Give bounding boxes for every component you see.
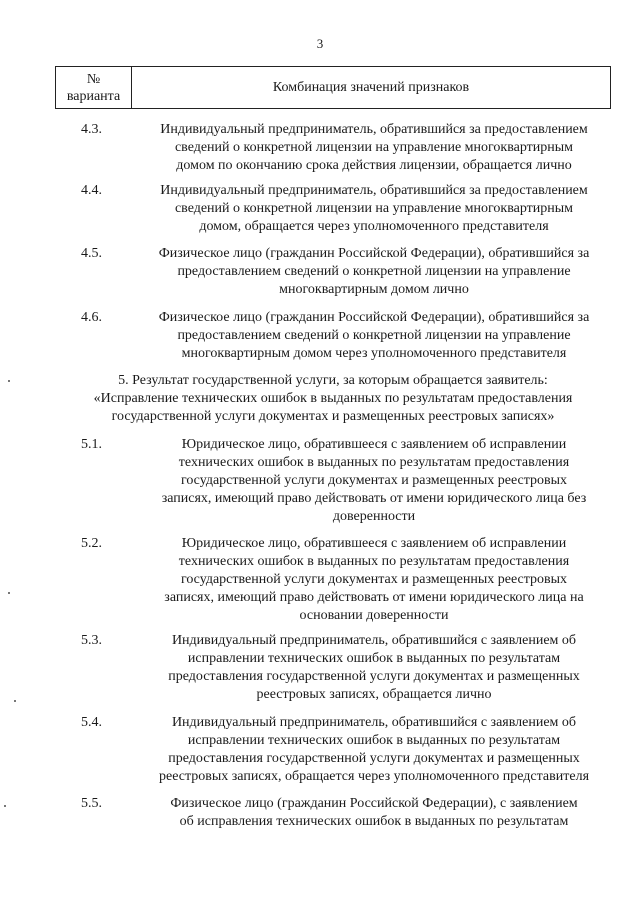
row-text: Индивидуальный предприниматель, обратившийся за предоставлением сведений о конкретной лицензии на управление многоквартирным домом по окончанию срока действия лицензии, обращается лично (160, 122, 588, 173)
scan-speck (8, 592, 10, 594)
row-text: Юридическое лицо, обратившееся с заявлением об исправлении технических ошибок в выданных по результатам предоставления государственной услуги документах и размещенных реестровых записях, имеющий право действовать от имени юридического лица без доверенности (161, 437, 587, 524)
row-text: Физическое лицо (гражданин Российской Федерации), обратившийся за предоставлением сведений о конкретной лицензии на управление многоквартирным домом через уполномоченного представителя (158, 310, 590, 361)
scan-speck (8, 380, 10, 382)
row-number: 5.4. (81, 715, 102, 730)
table-header (55, 66, 611, 109)
row-number: 5.2. (81, 536, 102, 551)
row-text: Индивидуальный предприниматель, обратившийся с заявлением об исправлении технических ошибок в выданных по результатам предоставления государственной услуги документах и размещенных реестровых записях, обращается через уполномоченного представителя (158, 715, 590, 784)
row-number: 4.6. (81, 310, 102, 325)
row-number: 4.3. (81, 122, 102, 137)
row-number: 5.1. (81, 437, 102, 452)
column-header-number-label: варианта (66, 88, 121, 104)
scan-speck (4, 805, 6, 807)
row-text: Индивидуальный предприниматель, обратившийся с заявлением об исправлении технических ошибок в выданных по результатам предоставления государственной услуги документах и размещенных реестровых записях, обращается лично (168, 633, 580, 702)
page-number: 3 (316, 36, 324, 51)
row-text: Юридическое лицо, обратившееся с заявлением об исправлении технических ошибок в выданных по результатам предоставления государственной услуги документах и размещенных реестровых записях, имеющий право действовать от имени юридического лица на основании доверенности (164, 536, 584, 623)
scan-speck (14, 700, 16, 702)
row-text: Физическое лицо (гражданин Российской Федерации), с заявлением об исправления технических ошибок в выданных по результатам (170, 796, 578, 829)
row-text: Физическое лицо (гражданин Российской Федерации), обратившийся за предоставлением сведений о конкретной лицензии на управление многоквартирным домом лично (158, 246, 590, 297)
column-header-number-symbol: № (86, 71, 101, 87)
column-header-combination: Комбинация значений признаков (272, 79, 470, 95)
column-header-number (56, 67, 132, 108)
row-number: 5.5. (81, 796, 102, 811)
row-number: 5.3. (81, 633, 102, 648)
section-heading: 5. Результат государственной услуги, за которым обращается заявитель: «Исправление технических ошибок в выданных по результатам предоставления государственной услуги документах и размещенных реестровых записях» (93, 373, 573, 424)
row-number: 4.4. (81, 183, 102, 198)
row-number: 4.5. (81, 246, 102, 261)
row-text: Индивидуальный предприниматель, обратившийся за предоставлением сведений о конкретной лицензии на управление многоквартирным домом, обращается через уполномоченного представителя (160, 183, 588, 234)
